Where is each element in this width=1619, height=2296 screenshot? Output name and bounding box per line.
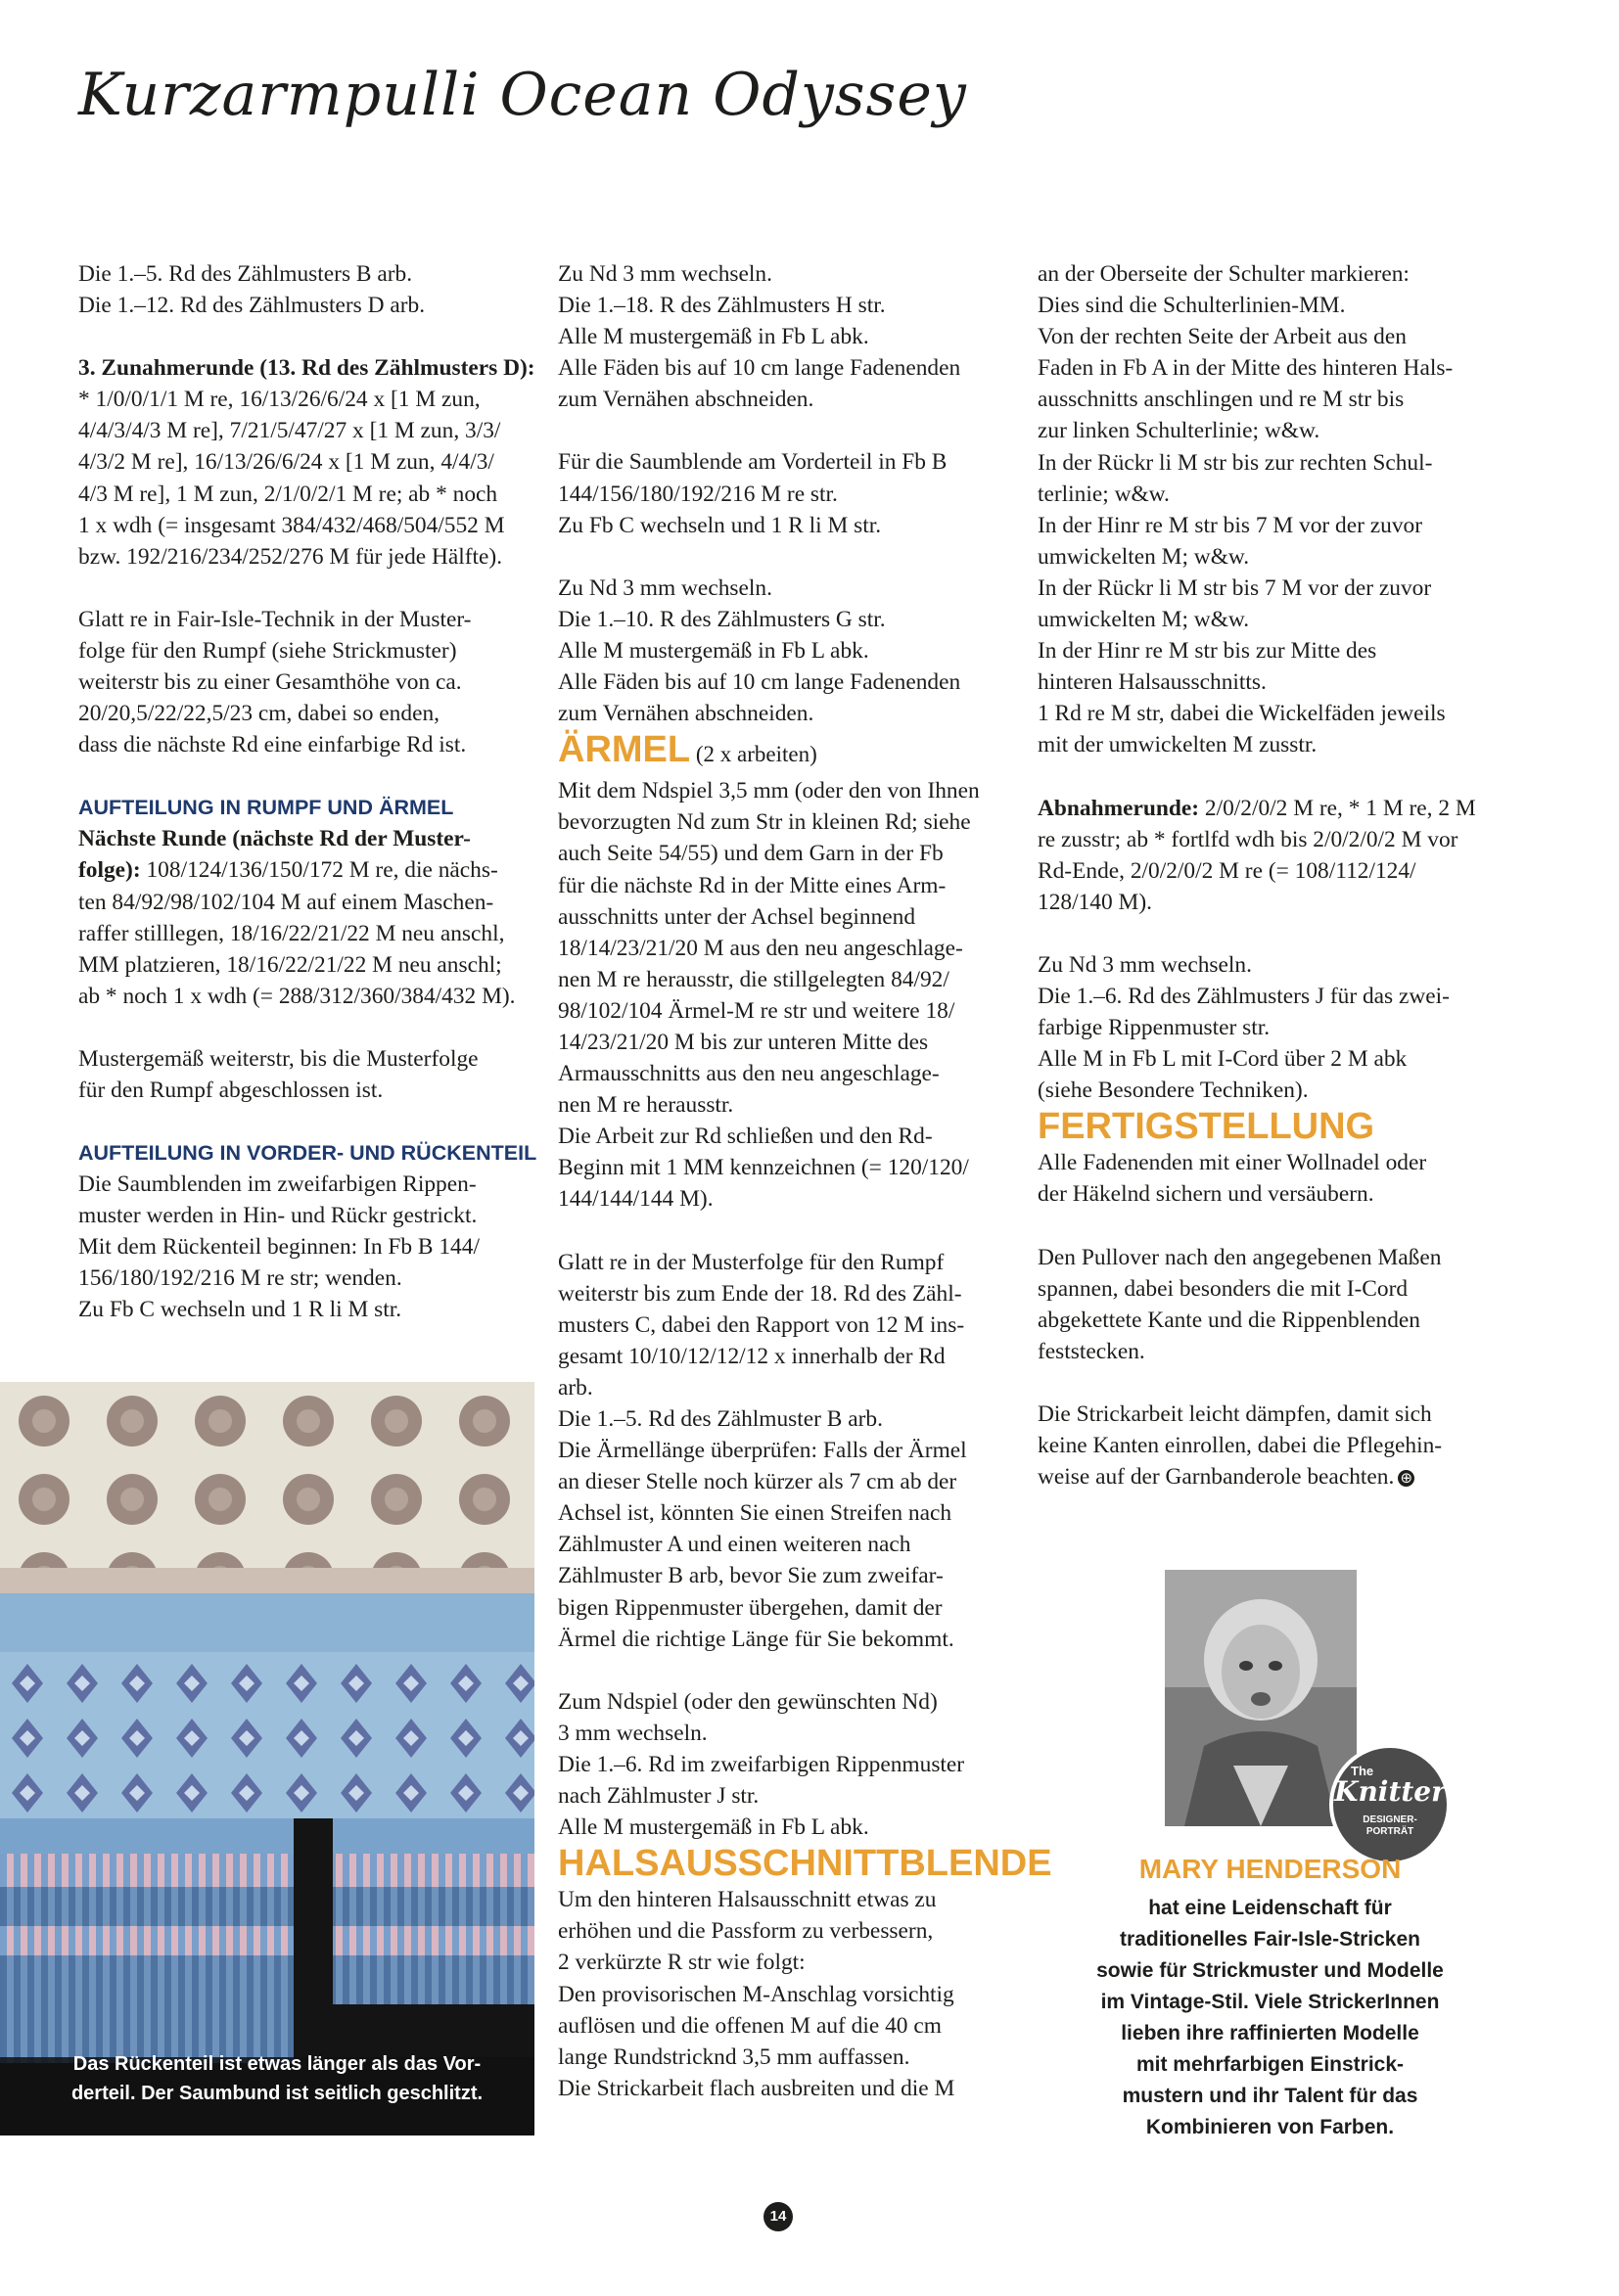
paragraph-final — [1038, 1399, 1503, 1492]
text-line: (siehe Besondere Techniken). — [1038, 1078, 1309, 1104]
text-line: auch Seite 54/55) und dem Garn in der Fb — [558, 841, 944, 867]
text-line: MM platzieren, 18/16/22/21/22 M neu anschl; — [78, 951, 502, 978]
text-line: zum Vernähen abschneiden. — [558, 387, 814, 413]
text-line: weiterstr bis zu einer Gesamthöhe von ca. — [78, 669, 462, 696]
paragraph — [558, 258, 1023, 415]
text-line: Zu Nd 3 mm wechseln. — [558, 574, 772, 601]
text-line: nen M re herausstr. — [558, 1092, 734, 1119]
text-line: muster werden in Hin- und Rückr gestrickt. — [78, 1203, 478, 1229]
paragraph — [558, 1884, 1023, 2104]
next-round-label-line2: folge): — [78, 857, 141, 884]
text-line: ten 84/92/98/102/104 M auf einem Maschen- — [78, 889, 494, 915]
text-line: Faden in Fb A in der Mitte des hinteren Hals- — [1038, 355, 1454, 382]
badge-brand: Knitter — [1334, 1775, 1446, 1808]
page-number: 14 — [763, 2202, 793, 2231]
photo-caption: Das Rückenteil ist etwas länger als das Vor- derteil. Der Saumbund ist seitlich geschlitzt. — [70, 2053, 484, 2104]
paragraph — [78, 1169, 533, 1325]
subheading-vorder-rueckenteil: AUFTEILUNG IN VORDER- UND RÜCKENTEIL — [78, 1141, 537, 1166]
increase-round-label: 3. Zunahmerunde (13. Rd des Zählmusters D): — [78, 355, 535, 382]
text-line: folge für den Rumpf (siehe Strickmuster) — [78, 637, 457, 664]
text-line: bevorzugten Nd zum Str in kleinen Rd; siehe — [558, 809, 971, 836]
text-line: Beginn mit 1 MM kennzeichnen (= 120/120/ — [558, 1155, 969, 1181]
knit-pattern-illustration — [0, 1382, 534, 2135]
text-line: Glatt re in Fair-Isle-Technik in der Muster- — [78, 606, 472, 632]
text-line: umwickelten M; w&w. — [1038, 543, 1250, 570]
text-line: umwickelten M; w&w. — [1038, 607, 1250, 633]
text-line: Alle M mustergemäß in Fb L abk. — [558, 1814, 869, 1841]
text-line: bzw. 192/216/234/252/276 M für jede Hälfte). — [78, 543, 503, 570]
text-line: 4/3/2 M re], 16/13/26/6/24 x [1 M zun, 4/4/3/ — [78, 449, 494, 476]
text-line: * 1/0/0/1/1 M re, 16/13/26/6/24 x [1 M zun, — [78, 387, 481, 413]
paragraph — [78, 384, 533, 573]
text-line: ab * noch 1 x wdh (= 288/312/360/384/432 M). — [78, 983, 516, 1009]
text-line: Die Saumblenden im zweifarbigen Rippen- — [78, 1171, 477, 1198]
text-line: nen M re herausstr, die stillgelegten 84/92/ — [558, 966, 949, 992]
paragraph — [1038, 1242, 1503, 1367]
text-line: bigen Rippenmuster übergehen, damit der — [558, 1594, 943, 1621]
text-line: musters C, dabei den Rapport von 12 M ins- — [558, 1311, 965, 1338]
text-line: Die Strickarbeit flach ausbreiten und die M — [558, 2075, 955, 2101]
text-line: für die nächste Rd in der Mitte eines Arm- — [558, 872, 947, 898]
text-line: lange Rundstricknd 3,5 mm auffassen. — [558, 2043, 910, 2070]
designer-name: MARY HENDERSON — [1138, 1854, 1402, 1884]
text-line: Die Arbeit zur Rd schließen und den Rd- — [558, 1124, 933, 1150]
next-round-line2 — [78, 854, 533, 886]
column-middle — [558, 258, 1052, 2104]
paragraph — [78, 887, 533, 1012]
text-line: Mit dem Rückenteil beginnen: In Fb B 144/ — [78, 1234, 480, 1261]
text-line: Die 1.–10. R des Zählmusters G str. — [558, 606, 886, 632]
text-line: Rd-Ende, 2/0/2/0/2 M re (= 108/112/124/ — [1038, 857, 1416, 884]
paragraph — [1038, 824, 1503, 918]
text-line: Die 1.–12. Rd des Zählmusters D arb. — [78, 293, 426, 319]
paragraph — [558, 446, 1023, 540]
next-round-label-line1: Nächste Runde (nächste Rd der Muster- — [78, 826, 471, 852]
page-title: Kurzarmpulli Ocean Odyssey — [78, 61, 967, 129]
column-left — [78, 258, 537, 1326]
designer-portrait-badge — [1329, 1744, 1451, 1865]
text-line: mit der umwickelten M zusstr. — [1038, 732, 1318, 758]
text-line: In der Hinr re M str bis zur Mitte des — [1038, 638, 1377, 665]
paragraph — [78, 1043, 533, 1106]
text-line: Glatt re in der Musterfolge für den Rumpf — [558, 1249, 945, 1275]
text-line: 1 Rd re M str, dabei die Wickelfäden jeweils — [1038, 701, 1446, 727]
badge-tag: DESIGNER- PORTRÄT — [1363, 1814, 1417, 1837]
text-line: keine Kanten einrollen, dabei die Pflegehin- — [1038, 1433, 1443, 1458]
text-line: Mustergemäß weiterstr, bis die Musterfolge — [78, 1045, 479, 1072]
heading-aermel-note: (2 x arbeiten) — [690, 742, 817, 767]
text-line: für den Rumpf abgeschlossen ist. — [78, 1077, 384, 1103]
text-line: ausschnitts unter der Achsel beginnend — [558, 903, 916, 930]
text-line: Zählmuster B arb, bevor Sie zum zweifar- — [558, 1563, 944, 1589]
text-line: 18/14/23/21/20 M aus den neu angeschlage- — [558, 935, 963, 961]
paragraph — [1038, 949, 1503, 1106]
decrease-round-line1 — [1038, 793, 1503, 824]
text-line: Armausschnitts aus den neu angeschlage- — [558, 1061, 940, 1087]
text-line: Achsel ist, könnten Sie einen Streifen nach — [558, 1500, 952, 1527]
decrease-round-text: 2/0/2/0/2 M re, * 1 M re, 2 M — [1199, 795, 1476, 821]
text-line: Die 1.–6. Rd des Zählmusters J für das zwei- — [1038, 983, 1450, 1009]
text-line: Dies sind die Schulterlinien-MM. — [1038, 293, 1346, 319]
text-line: 156/180/192/216 M re str; wenden. — [78, 1265, 402, 1292]
text-line: abgekettete Kante und die Rippenblenden — [1038, 1307, 1421, 1333]
text-line: raffer stilllegen, 18/16/22/21/22 M neu anschl, — [78, 920, 505, 946]
text-line: 128/140 M). — [1038, 889, 1152, 915]
text-line: arb. — [558, 1374, 593, 1401]
portrait-illustration — [1165, 1570, 1357, 1826]
paragraph — [1038, 1147, 1503, 1210]
paragraph — [558, 1247, 1023, 1655]
text-line: Ärmel die richtige Länge für Sie bekommt. — [558, 1626, 954, 1652]
text-line: an der Oberseite der Schulter markieren: — [1038, 261, 1410, 287]
text-line: 14/23/21/20 M bis zur unteren Mitte des — [558, 1029, 929, 1055]
text-line: Den Pullover nach den angegebenen Maßen — [1038, 1244, 1442, 1270]
text-line: Zum Ndspiel (oder den gewünschten Nd) — [558, 1688, 938, 1715]
text-line: 2 verkürzte R str wie folgt: — [558, 1950, 806, 1976]
text-line: hinteren Halsausschnitts. — [1038, 669, 1267, 696]
next-round-text: 108/124/136/150/172 M re, die nächs- — [140, 857, 498, 884]
text-line: Von der rechten Seite der Arbeit aus den — [1038, 324, 1407, 350]
text-line: Den provisorischen M-Anschlag vorsichtig — [558, 1981, 954, 2007]
subheading-rumpf-aermel: AUFTEILUNG IN RUMPF UND ÄRMEL — [78, 796, 454, 820]
text-line: gesamt 10/10/12/12/12 x innerhalb der Rd — [558, 1343, 946, 1369]
paragraph — [558, 573, 1023, 729]
text-line: farbige Rippenmuster str. — [1038, 1015, 1271, 1041]
sweater-detail-photo — [0, 1382, 534, 2135]
designer-bio: hat eine Leidenschaft für traditionelles Fair-Isle-Stricken sowie für Strickmuster und Modelle im Vintage-Stil. Viele StrickerInnen lieben ihre raffinierten Modelle mit mehrfarbigen Einstrick- mustern und ihr Talent für das Kombinieren von Farben. — [1096, 1897, 1444, 2138]
text-line: zur linken Schulterlinie; w&w. — [1038, 418, 1320, 444]
text-line: Um den hinteren Halsausschnitt etwas zu — [558, 1887, 937, 1913]
column-right — [1038, 258, 1503, 1492]
text-line: 1 x wdh (= insgesamt 384/432/468/504/552 M — [78, 512, 505, 538]
text-line: Zählmuster A und einen weiteren nach — [558, 1532, 911, 1558]
text-line: Mit dem Ndspiel 3,5 mm (oder den von Ihnen — [558, 778, 980, 804]
text-line: Die Ärmellänge überprüfen: Falls der Ärmel — [558, 1438, 967, 1464]
text-line: re zusstr; ab * fortlfd wdh bis 2/0/2/0/2 M vor — [1038, 826, 1458, 852]
text-line: 144/144/144 M). — [558, 1186, 714, 1213]
paragraph — [558, 775, 1023, 1215]
text-line: dass die nächste Rd eine einfarbige Rd ist. — [78, 732, 467, 758]
designer-portrait-photo — [1165, 1570, 1357, 1826]
text-line: feststecken. — [1038, 1338, 1145, 1364]
text-line: 20/20,5/22/22,5/23 cm, dabei so enden, — [78, 701, 439, 727]
text-line: Die 1.–5. Rd des Zählmuster B arb. — [558, 1406, 883, 1432]
text-line: Zu Fb C wechseln und 1 R li M str. — [558, 512, 882, 538]
text-line: an dieser Stelle noch kürzer als 7 cm ab der — [558, 1469, 957, 1495]
text-line: terlinie; w&w. — [1038, 481, 1170, 507]
text-line: Zu Fb C wechseln und 1 R li M str. — [78, 1297, 402, 1323]
heading-aermel — [558, 729, 1023, 775]
text-line: Alle Fäden bis auf 10 cm lange Fadenenden — [558, 355, 961, 382]
heading-fertigstellung: FERTIGSTELLUNG — [1038, 1106, 1375, 1148]
text-line: Für die Saumblende am Vorderteil in Fb B — [558, 449, 948, 476]
text-line: In der Rückr li M str bis 7 M vor der zuvor — [1038, 574, 1432, 601]
text-line: 144/156/180/192/216 M re str. — [558, 481, 838, 507]
paragraph — [558, 1686, 1023, 1843]
decrease-round-label: Abnahmerunde: — [1038, 795, 1200, 821]
heading-aermel-text: ÄRMEL — [558, 729, 691, 771]
text-line: weiterstr bis zum Ende der 18. Rd des Zähl- — [558, 1280, 962, 1307]
text-line: Die 1.–5. Rd des Zählmusters B arb. — [78, 261, 413, 287]
text-line: Die 1.–18. R des Zählmusters H str. — [558, 293, 886, 319]
text-line: 4/3 M re], 1 M zun, 2/1/0/2/1 M re; ab * noch — [78, 481, 498, 507]
text-line: Zu Nd 3 mm wechseln. — [558, 261, 772, 287]
paragraph — [78, 604, 533, 760]
text-line: nach Zählmuster J str. — [558, 1783, 760, 1810]
text-line: Alle M mustergemäß in Fb L abk. — [558, 637, 869, 664]
text-line: In der Rückr li M str bis zur rechten Schul- — [1038, 449, 1433, 476]
badge-the: The — [1351, 1764, 1374, 1778]
text-line: zum Vernähen abschneiden. — [558, 701, 814, 727]
text-line: der Häkelnd sichern und versäubern. — [1038, 1181, 1374, 1208]
text-line: 4/4/3/4/3 M re], 7/21/5/47/27 x [1 M zun, 3/3/ — [78, 418, 501, 444]
text-line: Die Strickarbeit leicht dämpfen, damit sich — [1038, 1401, 1432, 1427]
text-line: Zu Nd 3 mm wechseln. — [1038, 951, 1252, 978]
text-line: weise auf der Garnbanderole beachten. ⊕ — [1038, 1461, 1503, 1492]
paragraph — [78, 258, 533, 321]
text-line: erhöhen und die Passform zu verbessern, — [558, 1918, 934, 1945]
paragraph — [1038, 258, 1503, 761]
text-line: 3 mm wechseln. — [558, 1720, 708, 1746]
text-line: ausschnitts anschlingen und re M str bis — [1038, 387, 1405, 413]
text-line: 98/102/104 Ärmel-M re str und weitere 18/ — [558, 997, 955, 1024]
text-line: Alle M in Fb L mit I-Cord über 2 M abk — [1038, 1046, 1408, 1073]
heading-halsausschnittblende: HALSAUSSCHNITTBLENDE — [558, 1843, 1052, 1885]
end-of-pattern-icon: ⊕ — [1398, 1470, 1414, 1487]
text-line: Alle Fäden bis auf 10 cm lange Fadenenden — [558, 669, 961, 696]
text-line: Alle M mustergemäß in Fb L abk. — [558, 324, 869, 350]
text-line: Die 1.–6. Rd im zweifarbigen Rippenmuster — [558, 1751, 965, 1777]
text-line: In der Hinr re M str bis 7 M vor der zuvor — [1038, 512, 1423, 538]
text-line: spannen, dabei besonders die mit I-Cord — [1038, 1275, 1409, 1302]
text-line: Alle Fadenenden mit einer Wollnadel oder — [1038, 1150, 1427, 1176]
text-line: auflösen und die offenen M auf die 40 cm — [558, 2012, 942, 2039]
